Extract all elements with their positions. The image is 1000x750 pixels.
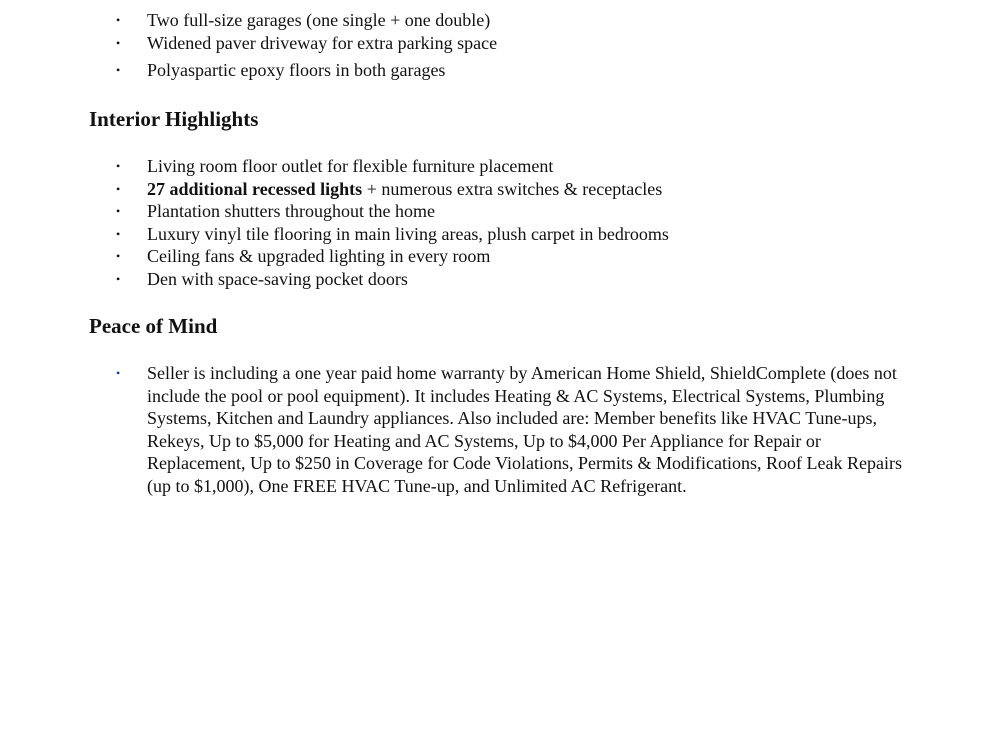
bullet-icon: • <box>116 13 121 27</box>
list-item <box>116 268 916 291</box>
list-item-text: Polyaspartic epoxy floors in both garages <box>147 60 446 80</box>
list-item <box>116 59 916 82</box>
bullet-icon: • <box>116 181 121 196</box>
bullet-icon: • <box>116 63 121 77</box>
garage-list <box>116 9 916 82</box>
list-item <box>116 178 916 201</box>
list-item-text: + numerous extra switches & receptacles <box>362 178 663 199</box>
list-item <box>116 223 916 246</box>
list-item-text: Two full-size garages (one single + one double) <box>147 10 491 30</box>
list-item-text: Luxury vinyl tile flooring in main living areas, plush carpet in bedrooms <box>147 223 669 244</box>
list-item <box>116 32 916 55</box>
interior-list <box>116 155 916 290</box>
bullet-icon: • <box>116 366 121 380</box>
bullet-icon: • <box>116 159 121 173</box>
list-item-text: Den with space-saving pocket doors <box>147 268 408 289</box>
bullet-icon: • <box>116 35 121 50</box>
list-item-text: Widened paver driveway for extra parking space <box>147 32 498 53</box>
list-item <box>116 362 916 497</box>
list-item-bold-text: 27 additional recessed lights <box>147 178 363 199</box>
list-item <box>116 245 916 268</box>
list-item <box>116 200 916 223</box>
bullet-icon: • <box>116 204 121 218</box>
bullet-icon: • <box>116 249 121 263</box>
peace-of-mind-list <box>116 362 916 497</box>
bullet-icon: • <box>116 271 121 286</box>
list-item-text: Ceiling fans & upgraded lighting in every room <box>147 246 491 266</box>
list-item-text: Living room floor outlet for flexible furniture placement <box>147 156 554 176</box>
bullet-icon: • <box>116 226 121 241</box>
peace-of-mind-heading: Peace of Mind <box>89 314 218 338</box>
list-item <box>116 9 916 32</box>
warranty-text: Seller is including a one year paid home warranty by American Home Shield, ShieldComplete (does not include the pool or pool equipment). It includes Heating & AC Systems, Electrical Systems, Plumbing Systems, Kitchen and Laundry appliances. Also included are: Member benefits like HVAC Tune-ups, Rekeys, Up to $5,000 for Heating and AC Systems, Up to $4,000 Per Appliance for Repair or Replacement, Up to $250 in Coverage for Code Violations, Permits & Modifications, Roof Leak Repairs (up to $1,000), One FREE HVAC Tune-up, and Unlimited AC Refrigerant. <box>147 363 902 496</box>
list-item <box>116 155 916 178</box>
list-item-text: Plantation shutters throughout the home <box>147 201 435 221</box>
interior-highlights-heading: Interior Highlights <box>89 107 259 131</box>
